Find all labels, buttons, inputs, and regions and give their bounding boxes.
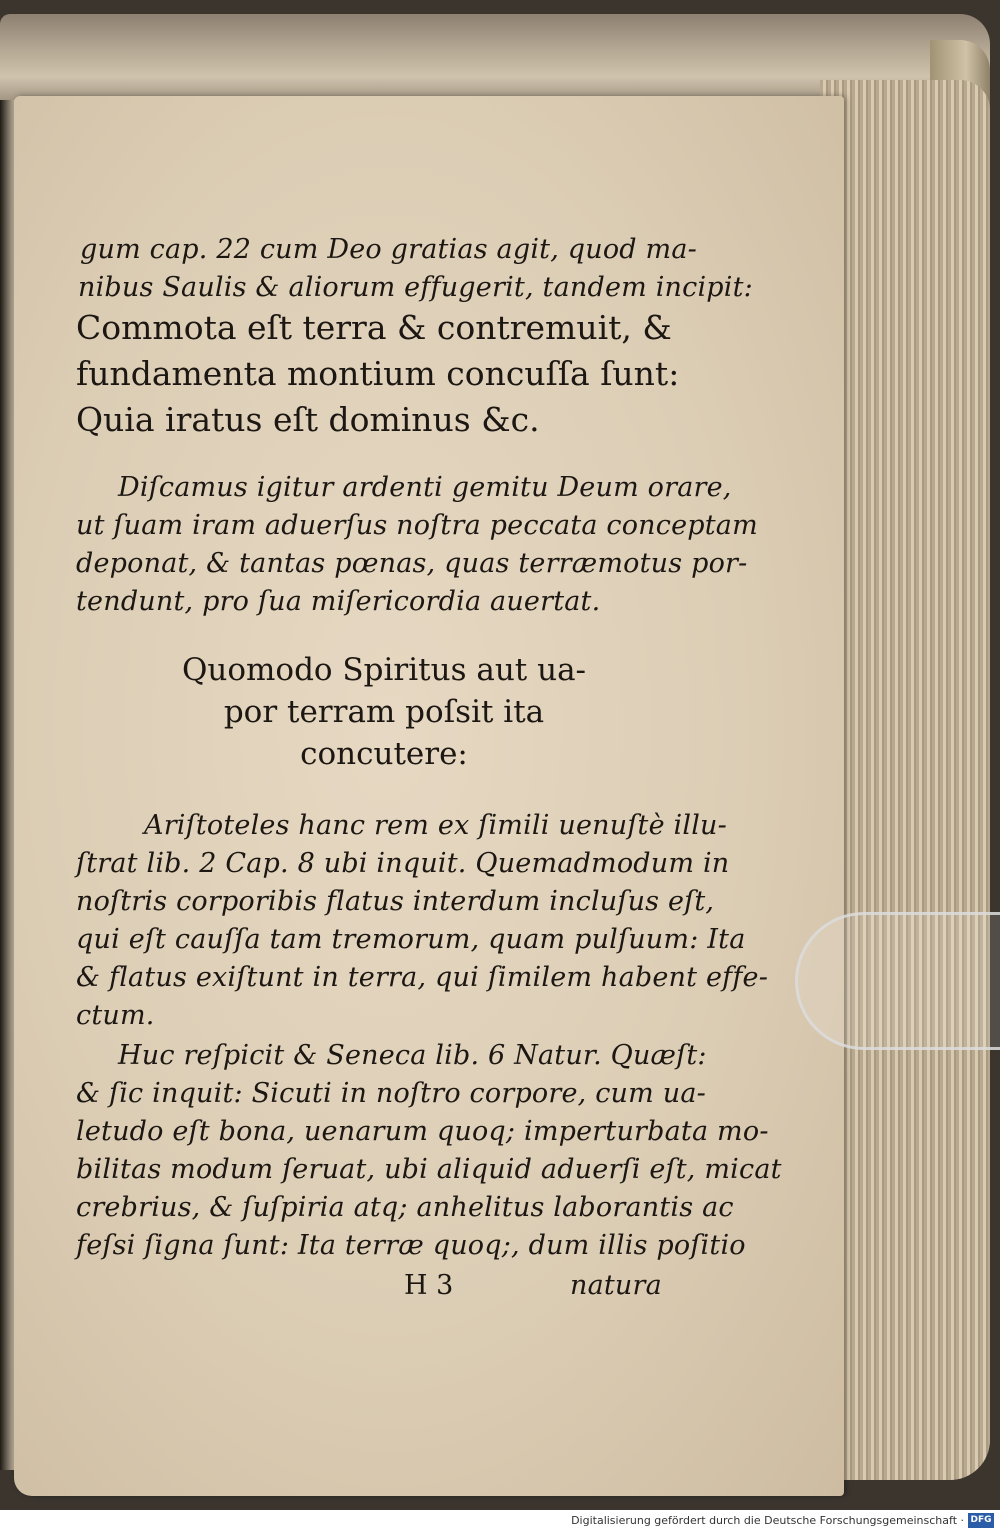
signature-mark: H 3 — [404, 1270, 454, 1301]
text-line: qui eſt cauſſa tam tremorum, quam pulſuum: Ita — [76, 924, 746, 955]
page-clip — [795, 912, 1000, 1050]
book-page — [14, 96, 844, 1496]
text-line: deponat, & tantas pœnas, quas terræmotus por- — [76, 548, 748, 579]
text-line: Diſcamus igitur ardenti gemitu Deum orare, — [118, 472, 732, 503]
text-line: gum cap. 22 cum Deo gratias agit, quod ma- — [80, 234, 697, 265]
text-line: Ariſtoteles hanc rem ex ſimili uenuſtè illu- — [144, 810, 727, 841]
text-line: bilitas modum ſeruat, ubi aliquid aduerſi eſt, micat — [76, 1154, 782, 1185]
section-heading: Quomodo Spiritus aut ua- — [181, 652, 587, 688]
footer-bar — [0, 1510, 1000, 1532]
catchword: natura — [570, 1270, 662, 1301]
book-fore-edge — [820, 80, 990, 1480]
text-line: feſsi ſigna ſunt: Ita terræ quoq;, dum illis poſitio — [76, 1230, 746, 1261]
text-line: & flatus exiſtunt in terra, qui ſimilem habent effe- — [76, 962, 769, 993]
text-line: letudo eſt bona, uenarum quoq; imperturbata mo- — [76, 1116, 769, 1147]
text-line: ut ſuam iram aduerſus noſtra peccata conceptam — [76, 510, 758, 541]
quote-line: Commota eſt terra & contremuit, & — [76, 308, 672, 347]
section-heading: por terram poſsit ita — [223, 694, 545, 730]
footer-credit: Digitalisierung gefördert durch die Deutsche Forschungsgemeinschaft · — [571, 1514, 964, 1527]
text-line: Huc reſpicit & Seneca lib. 6 Natur. Quæſt: — [118, 1040, 707, 1071]
section-heading: concutere: — [300, 736, 468, 772]
text-line: noſtris corporibis flatus interdum incluſus eſt, — [76, 886, 715, 917]
text-line: ſtrat lib. 2 Cap. 8 ubi inquit. Quemadmodum in — [76, 848, 730, 879]
quote-line: Quia iratus eſt dominus &c. — [76, 400, 540, 439]
text-line: tendunt, pro ſua miſericordia auertat. — [76, 586, 601, 617]
text-line: & ſic inquit: Sicuti in noſtro corpore, cum ua- — [76, 1078, 706, 1109]
dfg-logo-icon: DFG — [968, 1513, 994, 1528]
text-line: nibus Saulis & aliorum effugerit, tandem incipit: — [78, 272, 753, 303]
text-line: ctum. — [76, 1000, 155, 1031]
quote-line: fundamenta montium concuſſa ſunt: — [76, 354, 680, 393]
text-line: crebrius, & ſuſpiria atq; anhelitus laborantis ac — [76, 1192, 734, 1223]
